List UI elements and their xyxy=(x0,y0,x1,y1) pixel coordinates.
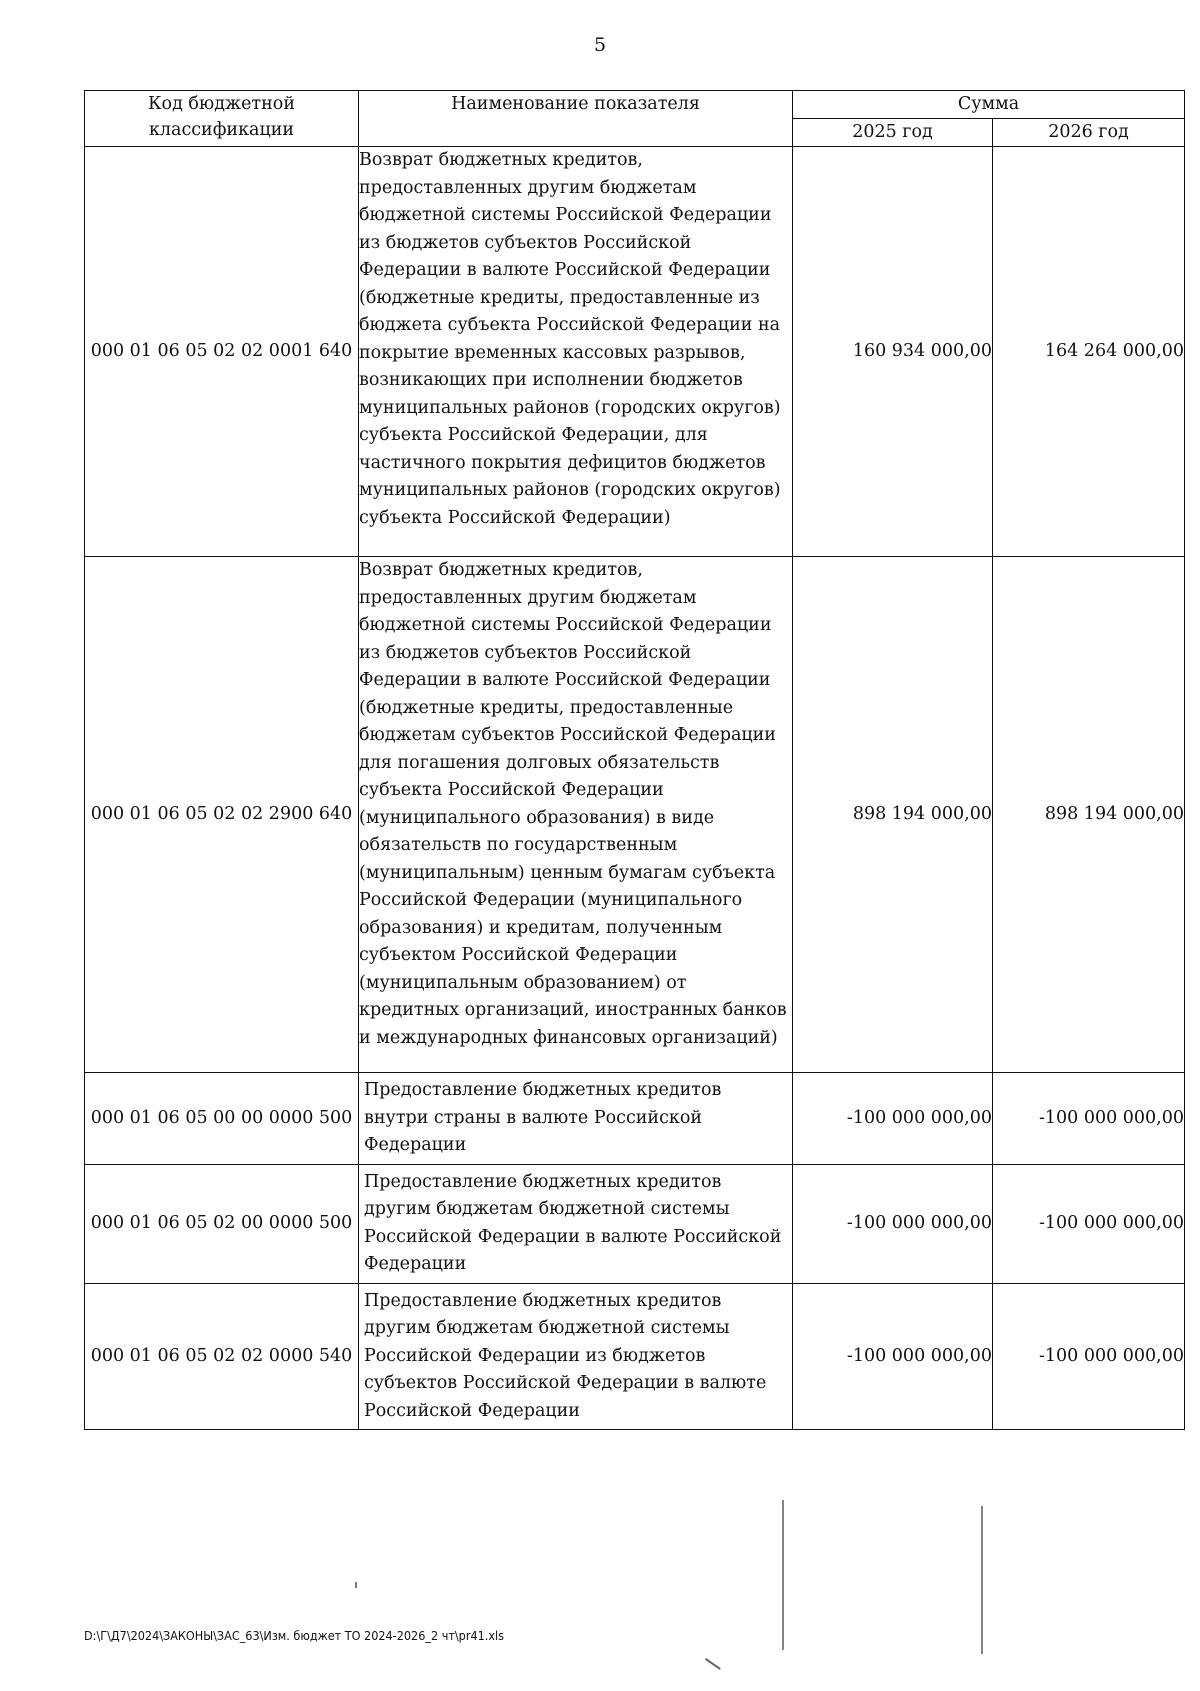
table-row xyxy=(85,1283,1185,1430)
budget-table xyxy=(84,90,1185,1430)
scan-mark xyxy=(981,1506,983,1654)
header-code: Код бюджетной классификации xyxy=(85,91,359,147)
page-number: 5 xyxy=(593,34,607,56)
row-name: Предоставление бюджетных кредитов внутри страны в валюте Российской Федерации xyxy=(359,1073,793,1165)
row-value-2025: 160 934 000,00 xyxy=(793,147,993,557)
row-code: 000 01 06 05 02 02 0001 640 xyxy=(85,147,359,557)
scan-mark xyxy=(355,1582,357,1588)
row-value-2025: 898 194 000,00 xyxy=(793,557,993,1073)
footer-file-path: D:\Г\Д7\2024\ЗАКОНЫ\ЗАС_63\Изм. бюджет ТО 2024-2026_2 чт\pr41.xls xyxy=(84,1628,504,1643)
row-code: 000 01 06 05 02 00 0000 500 xyxy=(85,1164,359,1283)
row-code: 000 01 06 05 02 02 2900 640 xyxy=(85,557,359,1073)
row-value-2026: -100 000 000,00 xyxy=(993,1283,1185,1430)
row-value-2025: -100 000 000,00 xyxy=(793,1283,993,1430)
header-sum: Сумма xyxy=(793,91,1185,119)
row-name: Возврат бюджетных кредитов, предоставленных другим бюджетам бюджетной системы Российской Федерации из бюджетов субъектов Российской Федерации в валюте Российской Федерации (бюджетные кредиты, предоставленные бюджетам субъектов Российской Федерации для погашения долговых обязательств субъекта Российской Федерации (муниципального образования) в виде обязательств по государственным (муниципальным) ценным бумагам субъекта Российской Федерации (муниципального образования) и кредитам, полученным субъектом Российской Федерации (муниципальным образованием) от кредитных организаций, иностранных банков и международных финансовых организаций) xyxy=(359,557,793,1073)
scan-mark xyxy=(705,1658,721,1670)
table-row xyxy=(85,1073,1185,1165)
row-code: 000 01 06 05 02 02 0000 540 xyxy=(85,1283,359,1430)
table-row xyxy=(85,147,1185,557)
header-name: Наименование показателя xyxy=(359,91,793,147)
row-value-2026: -100 000 000,00 xyxy=(993,1164,1185,1283)
row-value-2026: 164 264 000,00 xyxy=(993,147,1185,557)
row-code: 000 01 06 05 00 00 0000 500 xyxy=(85,1073,359,1165)
row-value-2025: -100 000 000,00 xyxy=(793,1073,993,1165)
scan-mark xyxy=(782,1500,784,1650)
header-year-2026: 2026 год xyxy=(993,119,1185,147)
header-year-2025: 2025 год xyxy=(793,119,993,147)
table-row xyxy=(85,1164,1185,1283)
row-value-2026: 898 194 000,00 xyxy=(993,557,1185,1073)
table-row xyxy=(85,557,1185,1073)
row-name: Предоставление бюджетных кредитов другим бюджетам бюджетной системы Российской Федерации из бюджетов субъектов Российской Федерации в валюте Российской Федерации xyxy=(359,1283,793,1430)
row-name: Возврат бюджетных кредитов, предоставленных другим бюджетам бюджетной системы Российской Федерации из бюджетов субъектов Российской Федерации в валюте Российской Федерации (бюджетные кредиты, предоставленные из бюджета субъекта Российской Федерации на покрытие временных кассовых разрывов, возникающих при исполнении бюджетов муниципальных районов (городских округов) субъекта Российской Федерации, для частичного покрытия дефицитов бюджетов муниципальных районов (городских округов) субъекта Российской Федерации) xyxy=(359,147,793,557)
row-value-2026: -100 000 000,00 xyxy=(993,1073,1185,1165)
row-name: Предоставление бюджетных кредитов другим бюджетам бюджетной системы Российской Федерации в валюте Российской Федерации xyxy=(359,1164,793,1283)
row-value-2025: -100 000 000,00 xyxy=(793,1164,993,1283)
